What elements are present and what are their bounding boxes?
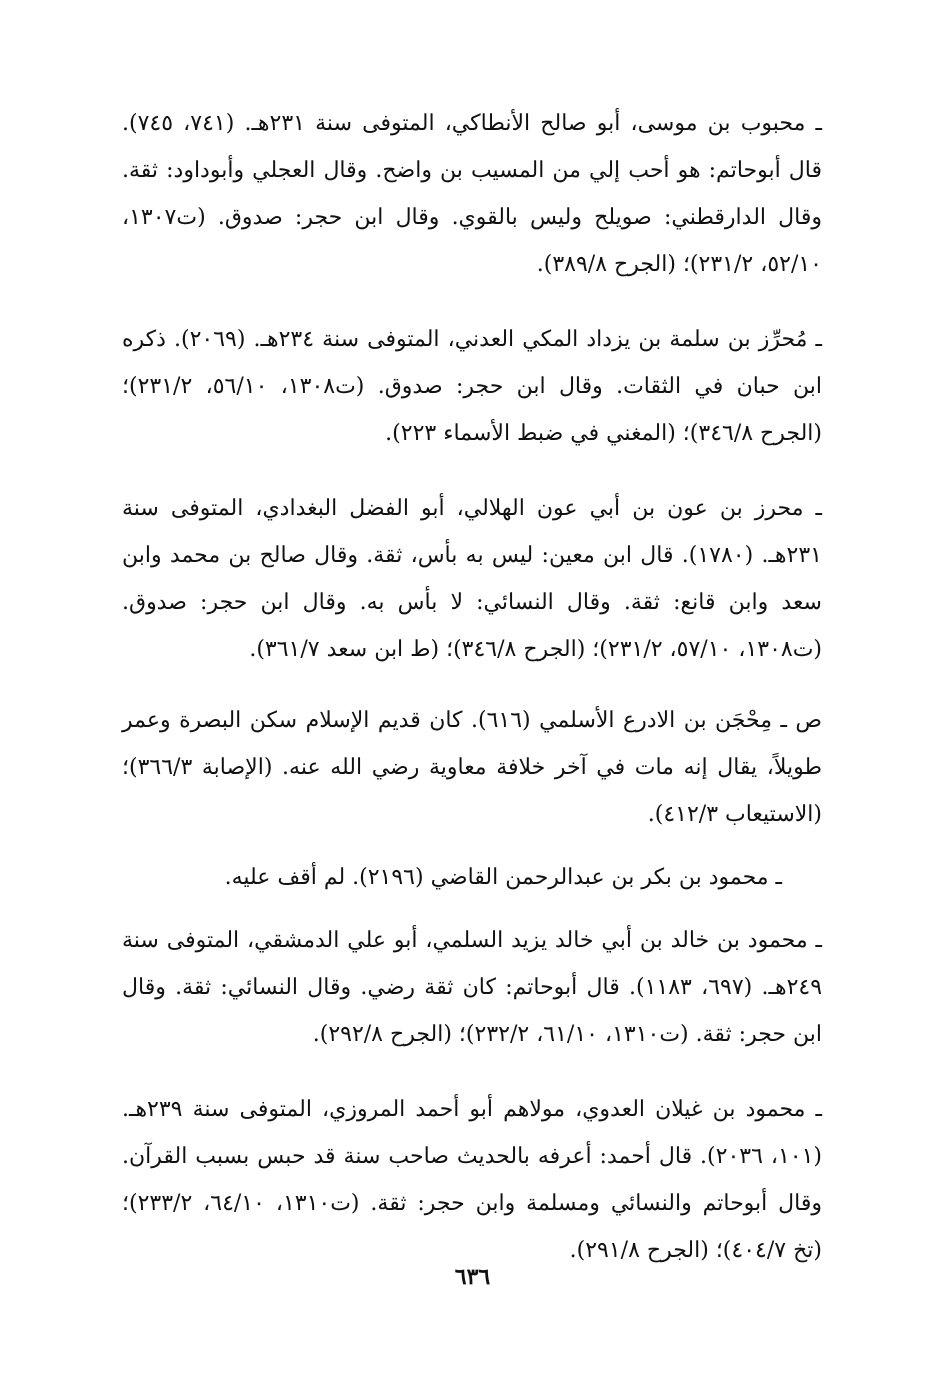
entry-muhriz-ibn-awn: ـ محرز بن عون بن أبي عون الهلالي، أبو الفضل البغدادي، المتوفى سنة ٢٣١هـ. (١٧٨٠). قال ابن معين: ليس به بأس، ثقة. وقال صالح بن محمد وابن سعد وابن قانع: ثقة. وقال النسائي: لا بأس به. وقال ابن حجر: صدوق. (ت١٣٠٨، ٥٧/١٠، ٢٣١/٢)؛ (الجرح ٣٤٦/٨)؛ (ط ابن سعد ٣٦١/٧). (122, 496, 822, 662)
entry-mihjan-ibn-al-adra: ص ـ مِحْجَن بن الادرع الأسلمي (٦١٦). كان قديم الإسلام سكن البصرة وعمر طويلاً، يقال إنه مات في آخر خلافة معاوية رضي الله عنه. (الإصابة ٣٦٦/٣)؛ (الاستيعاب ٤١٢/٣). (122, 708, 822, 827)
entry-mahmud-ibn-khalid: ـ محمود بن خالد بن أبي خالد يزيد السلمي، أبو علي الدمشقي، المتوفى سنة ٢٤٩هـ. (٦٩٧، ١١٨٣). قال أبوحاتم: كان ثقة رضي. وقال النسائي: ثقة. وقال ابن حجر: ثقة. (ت١٣١٠، ٦١/١٠، ٢٣٢/٢)؛ (الجرح ٢٩٢/٨). (122, 928, 823, 1047)
entry-mahmud-ibn-ghaylan: ـ محمود بن غيلان العدوي، مولاهم أبو أحمد المروزي، المتوفى سنة ٢٣٩هـ. (١٠١، ٢٠٣٦). قال أحمد: أعرفه بالحديث صاحب سنة قد حبس بسبب القرآن. وقال أبوحاتم والنسائي ومسلمة وابن حجر: ثقة. (ت١٣١٠، ٦٤/١٠، ٢٣٣/٢)؛ (تخ ٤٠٤/٧)؛ (الجرح ٢٩١/٨). (122, 1097, 822, 1263)
page-number: ٦٣٦ (454, 1264, 491, 1290)
page-body (122, 100, 822, 1274)
entry-muhriz-ibn-salama: ـ مُحرِّز بن سلمة بن يزداد المكي العدني، المتوفى سنة ٢٣٤هـ. (٢٠٦٩). ذكره ابن حبان في الثقات. وقال ابن حجر: صدوق. (ت١٣٠٨، ٥٦/١٠، ٢٣١/٢)؛ (الجرح ٣٤٦/٨)؛ (المغني في ضبط الأسماء ٢٢٣). (122, 327, 823, 446)
entry-mahbub-ibn-musa: ـ محبوب بن موسى، أبو صالح الأنطاكي، المتوفى سنة ٢٣١هـ. (٧٤١، ٧٤٥). قال أبوحاتم: هو أحب إلي من المسيب بن واضح. وقال العجلي وأبوداود: ثقة. وقال الدارقطني: صويلح وليس بالقوي. وقال ابن حجر: صدوق. (ت١٣٠٧، ٥٢/١٠، ٢٣١/٢)؛ (الجرح ٣٨٩/٨). (122, 111, 822, 277)
entry-mahmud-ibn-bakr: ـ محمود بن بكر بن عبدالرحمن القاضي (٢١٩٦). لم أقف عليه. (224, 865, 782, 890)
